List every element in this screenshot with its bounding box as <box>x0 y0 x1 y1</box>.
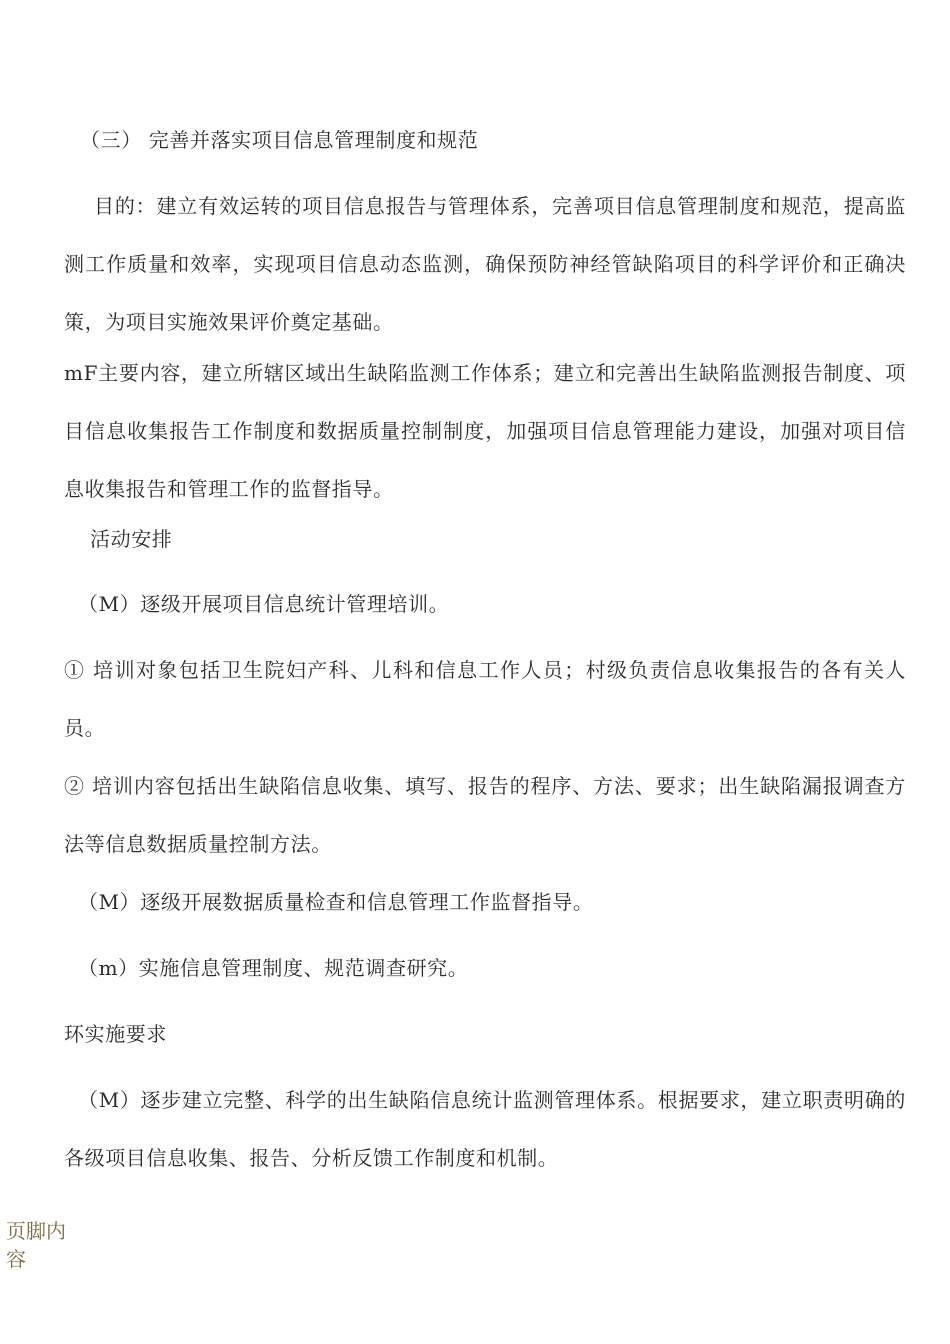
section-heading: （三） 完善并落实项目信息管理制度和规范 <box>80 128 479 152</box>
paragraph-purpose: 目的：建立有效运转的项目信息报告与管理体系，完善项目信息管理制度和规范，提高监测工作质量和效率，实现项目信息动态监测，确保预防神经管缺陷项目的科学评价和正确决策，为项目实施效果评价奠定基础。 <box>64 194 906 334</box>
paragraph-training-targets: ① 培训对象包括卫生院妇产科、儿科和信息工作人员；村级负责信息收集报告的各有关人员。 <box>64 658 906 740</box>
paragraph-training-content: ② 培训内容包括出生缺陷信息收集、填写、报告的程序、方法、要求；出生缺陷漏报调查方法等信息数据质量控制方法。 <box>64 774 906 856</box>
paragraph-requirements-heading: 环实施要求 <box>64 1022 167 1046</box>
paragraph-main-content: mF主要内容，建立所辖区域出生缺陷监测工作体系；建立和完善出生缺陷监测报告制度、项目信息收集报告工作制度和数据质量控制制度，加强项目信息管理能力建设，加强对项目信息收集报告和管理工作的监督指导。 <box>64 361 906 501</box>
paragraph-requirement-1: （M）逐步建立完整、科学的出生缺陷信息统计监测管理体系。根据要求，建立职责明确的各级项目信息收集、报告、分析反馈工作制度和机制。 <box>64 1088 906 1170</box>
paragraph-activity-3: （m）实施信息管理制度、规范调查研究。 <box>78 956 469 980</box>
paragraph-activity-1: （M）逐级开展项目信息统计管理培训。 <box>78 592 450 616</box>
paragraph-activities-heading: 活动安排 <box>90 527 173 551</box>
page-footer: 页脚内容 <box>6 1219 66 1271</box>
paragraph-activity-2: （M）逐级开展数据质量检查和信息管理工作监督指导。 <box>78 890 594 914</box>
